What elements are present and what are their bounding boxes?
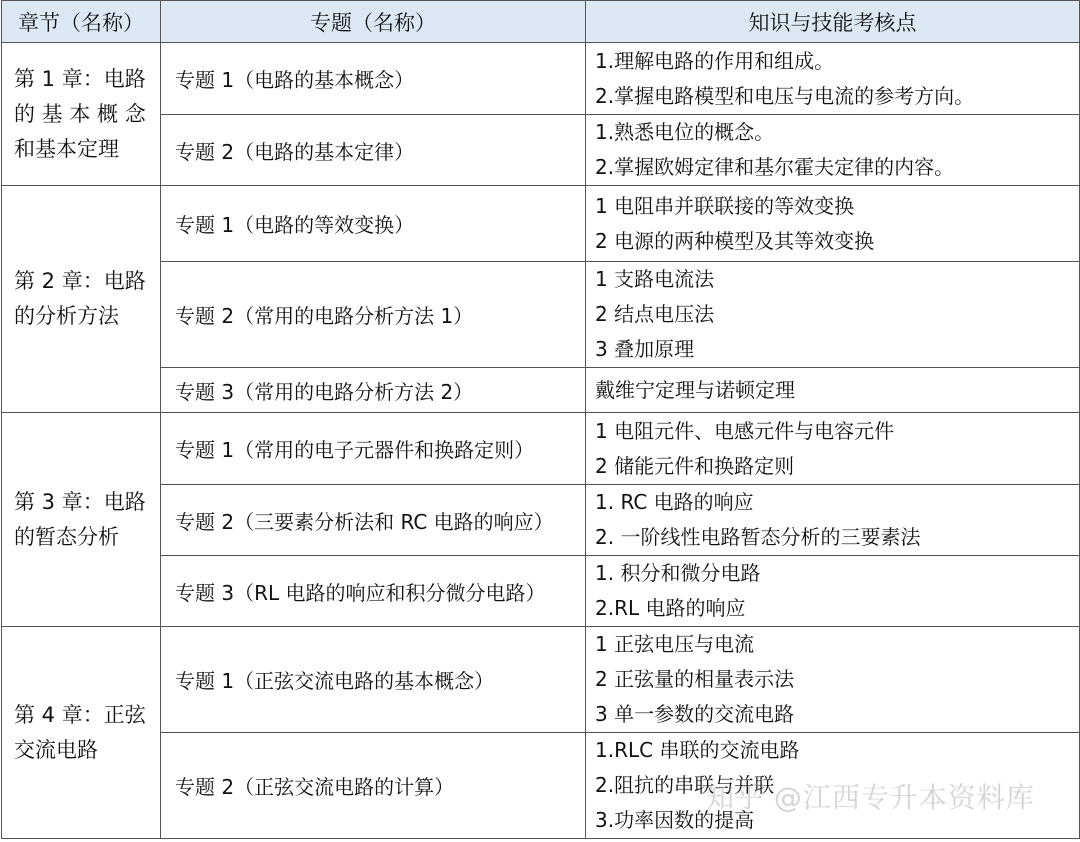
topic-cell: 专题 3（常用的电路分析方法 2）	[161, 368, 586, 413]
syllabus-table	[1, 0, 1080, 839]
table-row	[2, 186, 1080, 262]
points-cell: 1.熟悉电位的概念。 2.掌握欧姆定律和基尔霍夫定律的内容。	[586, 115, 1080, 186]
points-cell: 1. 积分和微分电路 2.RL 电路的响应	[586, 556, 1080, 627]
header-row	[2, 1, 1080, 43]
topic-cell: 专题 3（RL 电路的响应和积分微分电路）	[161, 556, 586, 627]
points-cell: 1.RLC 串联的交流电路 2.阻抗的串联与并联 3.功率因数的提高	[586, 733, 1080, 839]
topic-cell: 专题 2（常用的电路分析方法 1）	[161, 262, 586, 368]
table-row	[2, 733, 1080, 839]
header-topic: 专题（名称）	[161, 1, 586, 43]
points-cell: 1 支路电流法 2 结点电压法 3 叠加原理	[586, 262, 1080, 368]
topic-cell: 专题 1（常用的电子元器件和换路定则）	[161, 413, 586, 485]
chapter-cell: 第 3 章：电路 的暂态分析	[2, 413, 161, 627]
topic-cell: 专题 1（电路的等效变换）	[161, 186, 586, 262]
table-row	[2, 115, 1080, 186]
chapter-cell: 第 4 章：正弦 交流电路	[2, 627, 161, 839]
topic-cell: 专题 1（电路的基本概念）	[161, 43, 586, 115]
watermark: 知乎 @江西专升本资料库	[706, 781, 1035, 814]
header-points: 知识与技能考核点	[586, 1, 1080, 43]
header-chapter: 章节（名称）	[2, 1, 161, 43]
points-cell: 1 正弦电压与电流 2 正弦量的相量表示法 3 单一参数的交流电路	[586, 627, 1080, 733]
table-row	[2, 627, 1080, 733]
chapter-cell: 第 1 章：电路 的 基 本 概 念 和基本定理	[2, 43, 161, 186]
table-row	[2, 43, 1080, 115]
points-cell: 1 电阻串并联联接的等效变换 2 电源的两种模型及其等效变换	[586, 186, 1080, 262]
chapter-cell: 第 2 章：电路 的分析方法	[2, 186, 161, 413]
table-row	[2, 556, 1080, 627]
points-cell: 1 电阻元件、电感元件与电容元件 2 储能元件和换路定则	[586, 413, 1080, 485]
topic-cell: 专题 1（正弦交流电路的基本概念）	[161, 627, 586, 733]
table-row	[2, 368, 1080, 413]
points-cell: 1. RC 电路的响应 2. 一阶线性电路暂态分析的三要素法	[586, 485, 1080, 556]
topic-cell: 专题 2（正弦交流电路的计算）	[161, 733, 586, 839]
points-cell: 1.理解电路的作用和组成。 2.掌握电路模型和电压与电流的参考方向。	[586, 43, 1080, 115]
table-row	[2, 262, 1080, 368]
topic-cell: 专题 2（电路的基本定律）	[161, 115, 586, 186]
table-row	[2, 485, 1080, 556]
table-row	[2, 413, 1080, 485]
topic-cell: 专题 2（三要素分析法和 RC 电路的响应）	[161, 485, 586, 556]
points-cell: 戴维宁定理与诺顿定理	[586, 368, 1080, 413]
